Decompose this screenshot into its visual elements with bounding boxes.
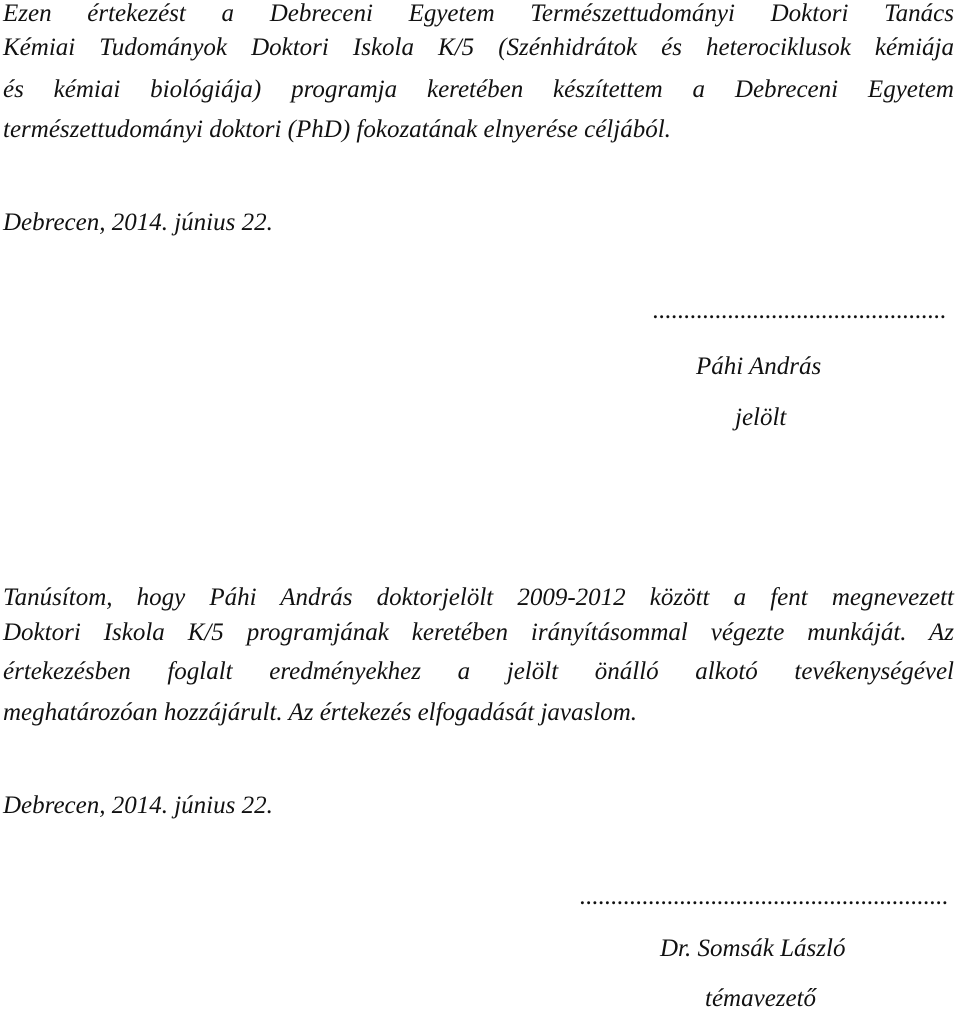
declaration-line-2: Kémiai Tudományok Doktori Iskola K/5 (Szénhidrátok és heterociklusok kémiája — [3, 34, 954, 61]
candidate-name: Páhi András — [696, 353, 822, 380]
certification-line-4: meghatározóan hozzájárult. Az értekezés elfogadását javaslom. — [3, 699, 637, 726]
supervisor-role: témavezető — [705, 985, 817, 1012]
declaration-line-1: Ezen értekezést a Debreceni Egyetem Természettudományi Doktori Tanács — [3, 0, 954, 27]
certification-line-3: értekezésben foglalt eredményekhez a jelölt önálló alkotó tevékenységével — [3, 658, 954, 685]
certification-place-date: Debrecen, 2014. június 22. — [3, 792, 273, 819]
certification-line-1: Tanúsítom, hogy Páhi András doktorjelölt 2009-2012 között a fent megnevezett — [3, 584, 954, 611]
certification-line-2: Doktori Iskola K/5 programjának keretében irányításommal végezte munkáját. Az — [3, 619, 954, 646]
declaration-line-4: természettudományi doktori (PhD) fokozatának elnyerése céljából. — [3, 116, 671, 143]
declaration-place-date: Debrecen, 2014. június 22. — [3, 209, 273, 236]
supervisor-signature-line: ........................................................... — [579, 883, 948, 910]
supervisor-name: Dr. Somsák László — [660, 935, 846, 962]
candidate-signature-line: ............................................... — [652, 297, 946, 324]
declaration-line-3: és kémiai biológiája) programja keretében készítettem a Debreceni Egyetem — [3, 76, 954, 103]
candidate-role: jelölt — [735, 404, 787, 431]
